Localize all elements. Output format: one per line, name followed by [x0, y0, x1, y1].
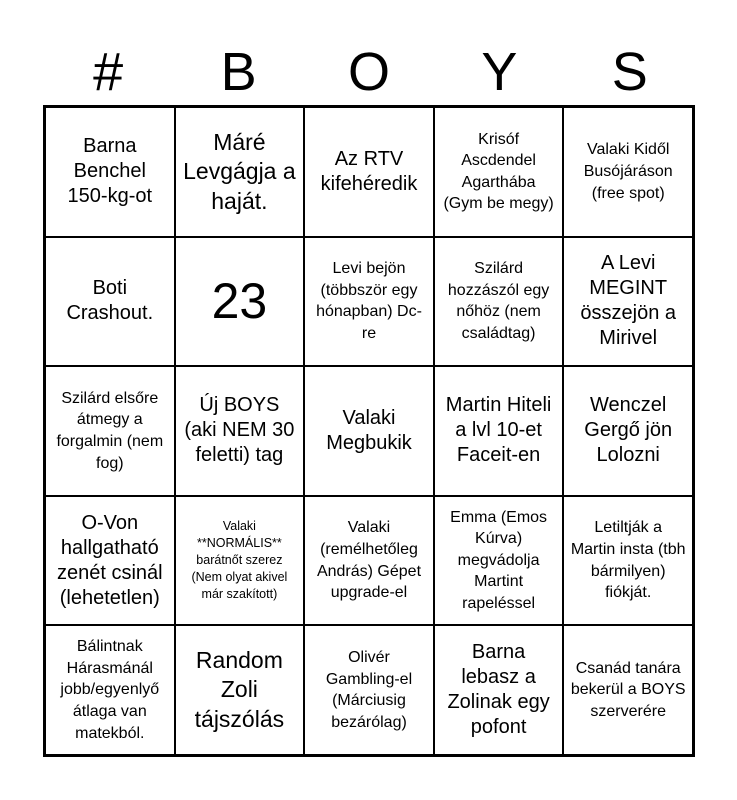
bingo-cell: Az RTV kifehéredik [304, 107, 434, 237]
bingo-cell: Emma (Emos Kúrva) megvádolja Martint rapeléssel [434, 496, 564, 626]
bingo-cell: Krisóf Ascdendel Agarthába (Gym be megy) [434, 107, 564, 237]
bingo-cell: Valaki **NORMÁLIS** barátnőt szerez (Nem olyat akivel már szakított) [175, 496, 305, 626]
bingo-cell: Csanád tanára bekerül a BOYS szerverére [563, 625, 693, 755]
header-letter-b: B [220, 42, 257, 102]
bingo-cell: Máré Levgágja a haját. [175, 107, 305, 237]
bingo-cell: Valaki (remélhetőleg András) Gépet upgrade-el [304, 496, 434, 626]
bingo-grid [43, 105, 695, 757]
bingo-cell: Boti Crashout. [45, 237, 175, 367]
bingo-cell: Letiltják a Martin insta (tbh bármilyen) fiókját. [563, 496, 693, 626]
bingo-cell: Barna lebasz a Zolinak egy pofont [434, 625, 564, 755]
bingo-cell: Martin Hiteli a lvl 10-et Faceit-en [434, 366, 564, 496]
header-letter-s: S [611, 42, 648, 102]
bingo-cell: Levi bejön (többször egy hónapban) Dc-re [304, 237, 434, 367]
header-letter-o: O [347, 42, 390, 102]
bingo-cell: Valaki Kidől Busójáráson (free spot) [563, 107, 693, 237]
header-letter-y: Y [481, 42, 518, 102]
bingo-cell-free-center: 23 [175, 237, 305, 367]
bingo-cell: Új BOYS (aki NEM 30 feletti) tag [175, 366, 305, 496]
bingo-cell: Bálintnak Hárasmánál jobb/egyenlyő átlaga van matekból. [45, 625, 175, 755]
bingo-header [43, 38, 695, 106]
bingo-cell: Olivér Gambling-el (Márciusig bezárólag) [304, 625, 434, 755]
bingo-cell: Wenczel Gergő jön Lolozni [563, 366, 693, 496]
bingo-cell: Valaki Megbukik [304, 366, 434, 496]
bingo-cell: Barna Benchel 150-kg-ot [45, 107, 175, 237]
bingo-cell: Szilárd hozzászól egy nőhöz (nem családtag) [434, 237, 564, 367]
header-letter-hash: # [93, 42, 124, 102]
bingo-cell: Szilárd elsőre átmegy a forgalmin (nem fog) [45, 366, 175, 496]
bingo-cell: Random Zoli tájszólás [175, 625, 305, 755]
bingo-cell: O-Von hallgatható zenét csinál (lehetetlen) [45, 496, 175, 626]
bingo-cell: A Levi MEGINT összejön a Mirivel [563, 237, 693, 367]
